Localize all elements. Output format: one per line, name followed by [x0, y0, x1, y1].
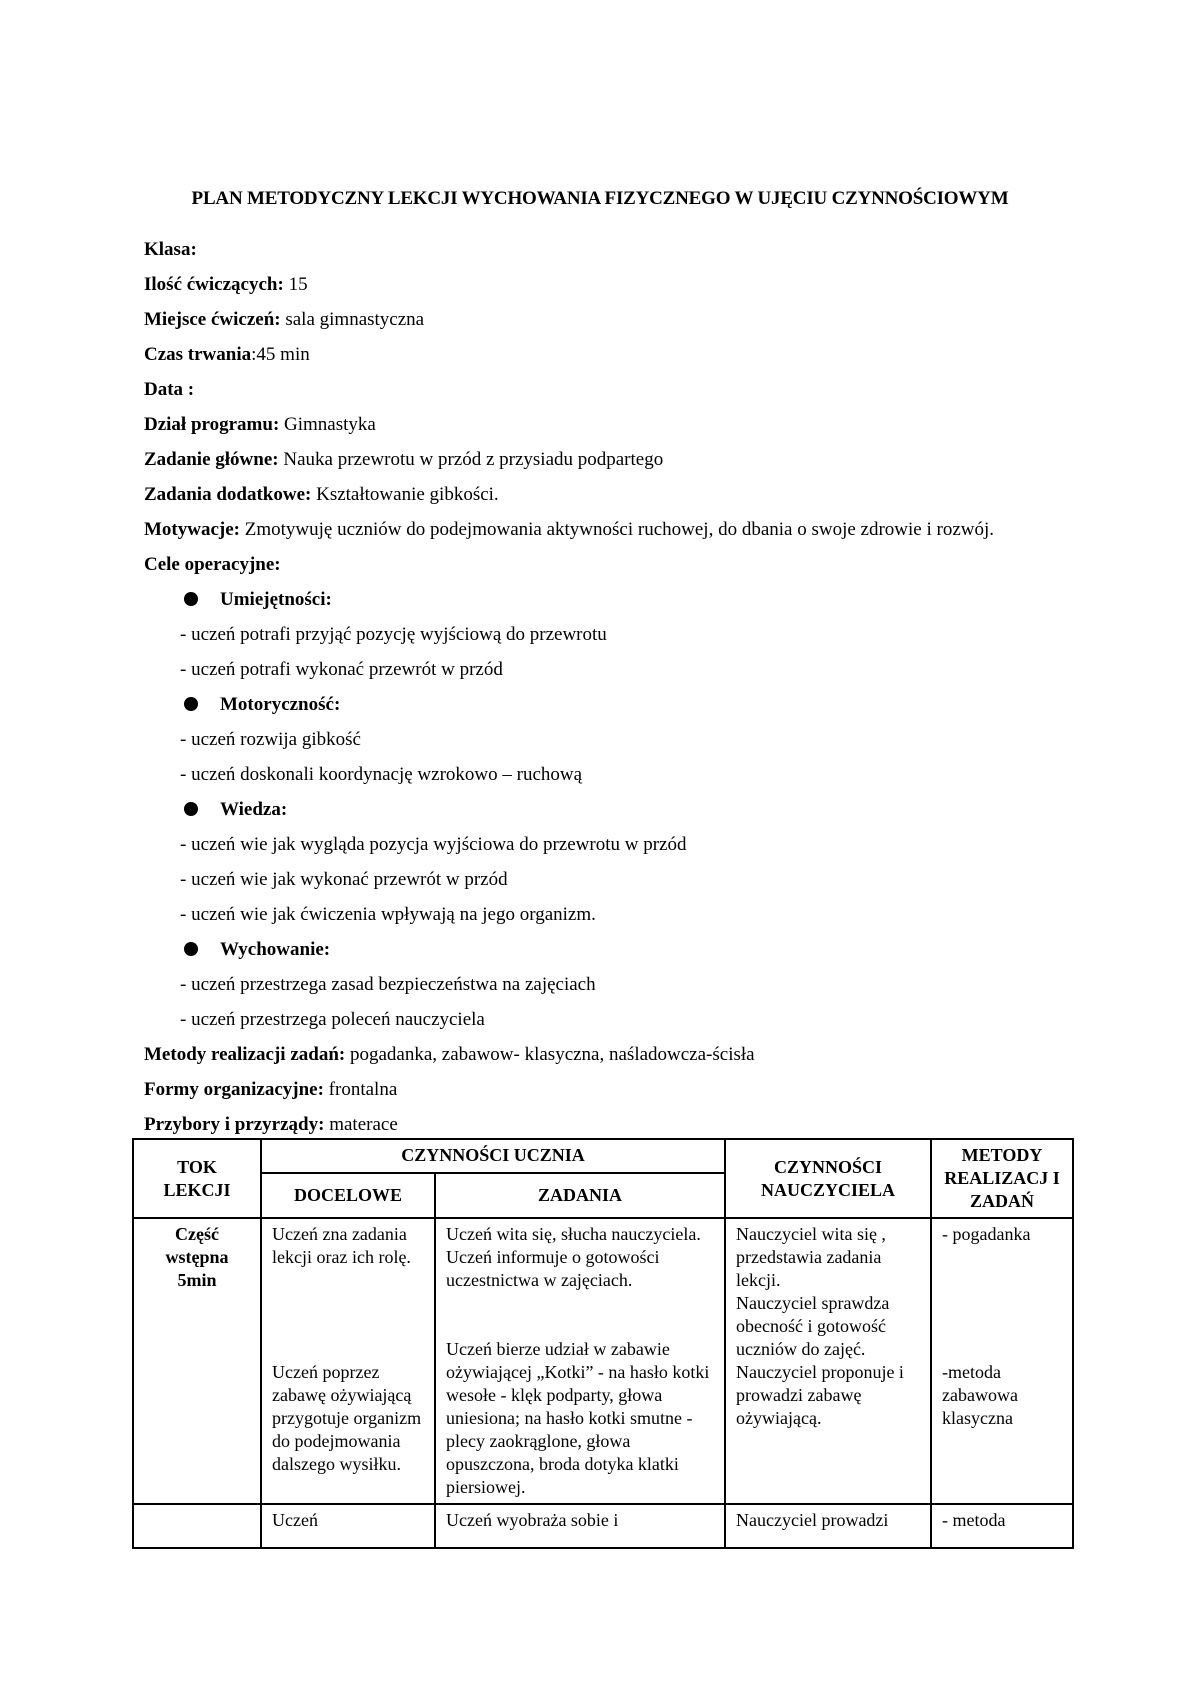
bullet-icon: [184, 942, 198, 956]
table-header-row: [133, 1139, 1073, 1173]
bullet-icon: [184, 802, 198, 816]
meta-cele: [144, 551, 1144, 586]
meta-czas: [144, 341, 1144, 376]
cell-nauczyciel: Nauczyciel prowadzi: [725, 1504, 931, 1548]
meta-ilosc-label: Ilość ćwiczących:: [144, 274, 284, 295]
meta-czas-value: :45 min: [251, 344, 310, 365]
meta-dzial: [144, 411, 1144, 446]
meta-miejsce-label: Miejsce ćwiczeń:: [144, 309, 281, 330]
cell-docelowe: Uczeń zna zadania lekcji oraz ich rolę. Uczeń poprzez zabawę ożywiającą przygotuje organizm do podejmowania dalszego wysiłku.: [261, 1218, 435, 1504]
bullet-icon: [184, 697, 198, 711]
meta-klasa: [144, 236, 1144, 271]
cell-nauczyciel: Nauczyciel wita się , przedstawia zadania lekcji. Nauczyciel sprawdza obecność i gotowość uczniów do zajęć. Nauczyciel proponuje i prowadzi zabawę ożywiającą.: [725, 1218, 931, 1504]
bullet-icon: [184, 592, 198, 606]
cell-zadania: Uczeń wyobraża sobie i: [435, 1504, 725, 1548]
table-row: [133, 1218, 1073, 1504]
meta-zadanie-glowne-label: Zadanie główne:: [144, 449, 279, 470]
cell-metody: - metoda: [931, 1504, 1073, 1548]
cele-motorycznosc-heading: Motoryczność:: [144, 691, 1144, 726]
meta-data-label: Data :: [144, 379, 195, 400]
cele-wiedza-heading: Wiedza:: [144, 796, 1144, 831]
cell-part: Część wstępna 5min: [133, 1218, 261, 1504]
lesson-metadata: [144, 236, 1144, 1146]
meta-cele-label: Cele operacyjne:: [144, 554, 281, 575]
page-title: PLAN METODYCZNY LEKCJI WYCHOWANIA FIZYCZNEGO W UJĘCIU CZYNNOŚCIOWYM: [191, 188, 1009, 209]
header-tok-lekcji: TOK LEKCJI: [133, 1139, 261, 1218]
meta-dzial-label: Dział programu:: [144, 414, 280, 435]
cele-umiejetnosci-heading: Umiejętności:: [144, 586, 1144, 621]
list-item: - uczeń wie jak ćwiczenia wpływają na jego organizm.: [180, 904, 596, 925]
lesson-table: [132, 1138, 1074, 1549]
list-item: - uczeń rozwija gibkość: [180, 729, 361, 750]
meta-miejsce-value: sala gimnastyczna: [280, 309, 425, 330]
list-item: - uczeń przestrzega zasad bezpieczeństwa na zajęciach: [180, 974, 596, 995]
cell-docelowe: Uczeń: [261, 1504, 435, 1548]
meta-ilosc-value: 15: [283, 274, 308, 295]
meta-zadania-dodatkowe-value: Kształtowanie gibkości.: [311, 484, 499, 505]
meta-formy: Formy organizacyjne: frontalna: [144, 1079, 398, 1100]
list-item: - uczeń potrafi przyjąć pozycję wyjściową do przewrotu: [180, 624, 607, 645]
table-row: [133, 1504, 1073, 1548]
header-docelowe: DOCELOWE: [261, 1173, 435, 1218]
cell-zadania: Uczeń wita się, słucha nauczyciela. Uczeń informuje o gotowości uczestnictwa w zajęciach. Uczeń bierze udział w zabawie ożywiającej „Kotki” - na hasło kotki wesołe - klęk podparty, głowa uniesiona; na hasło kotki smutne - plecy zaokrąglone, głowa opuszczona, broda dotyka klatki piersiowej.: [435, 1218, 725, 1504]
list-item: - uczeń przestrzega poleceń nauczyciela: [180, 1009, 485, 1030]
header-czynnosci-nauczyciela: CZYNNOŚCI NAUCZYCIELA: [725, 1139, 931, 1218]
meta-motywacje-value: Zmotywuję uczniów do podejmowania aktywności ruchowej, do dbania o swoje zdrowie i rozwój.: [240, 519, 995, 540]
meta-zadanie-glowne-value: Nauka przewrotu w przód z przysiadu podpartego: [278, 449, 664, 470]
list-item: - uczeń potrafi wykonać przewrót w przód: [180, 659, 503, 680]
header-zadania: ZADANIA: [435, 1173, 725, 1218]
meta-czas-label: Czas trwania: [144, 344, 252, 365]
meta-metody: Metody realizacji zadań: pogadanka, zabawow- klasyczna, naśladowcza-ścisła: [144, 1044, 755, 1065]
meta-dzial-value: Gimnastyka: [279, 414, 376, 435]
meta-zadania-dodatkowe-label: Zadania dodatkowe:: [144, 484, 312, 505]
meta-ilosc: [144, 271, 1144, 306]
cell-part: [133, 1504, 261, 1548]
meta-motywacje: [144, 516, 1144, 551]
list-item: - uczeń wie jak wykonać przewrót w przód: [180, 869, 508, 890]
meta-zadania-dodatkowe: [144, 481, 1144, 516]
header-metody-realizacji: METODY REALIZACJ I ZADAŃ: [931, 1139, 1073, 1218]
meta-miejsce: [144, 306, 1144, 341]
meta-przybory: Przybory i przyrządy: materace: [144, 1114, 398, 1135]
meta-klasa-label: Klasa:: [144, 239, 197, 260]
list-item: - uczeń wie jak wygląda pozycja wyjściowa do przewrotu w przód: [180, 834, 687, 855]
header-czynnosci-ucznia: CZYNNOŚCI UCZNIA: [261, 1139, 725, 1173]
meta-motywacje-label: Motywacje:: [144, 519, 241, 540]
cele-wychowanie-heading: Wychowanie:: [144, 936, 1144, 971]
meta-data: [144, 376, 1144, 411]
list-item: - uczeń doskonali koordynację wzrokowo – ruchową: [180, 764, 583, 785]
meta-zadanie-glowne: [144, 446, 1144, 481]
cell-metody: - pogadanka -metoda zabawowa klasyczna: [931, 1218, 1073, 1504]
